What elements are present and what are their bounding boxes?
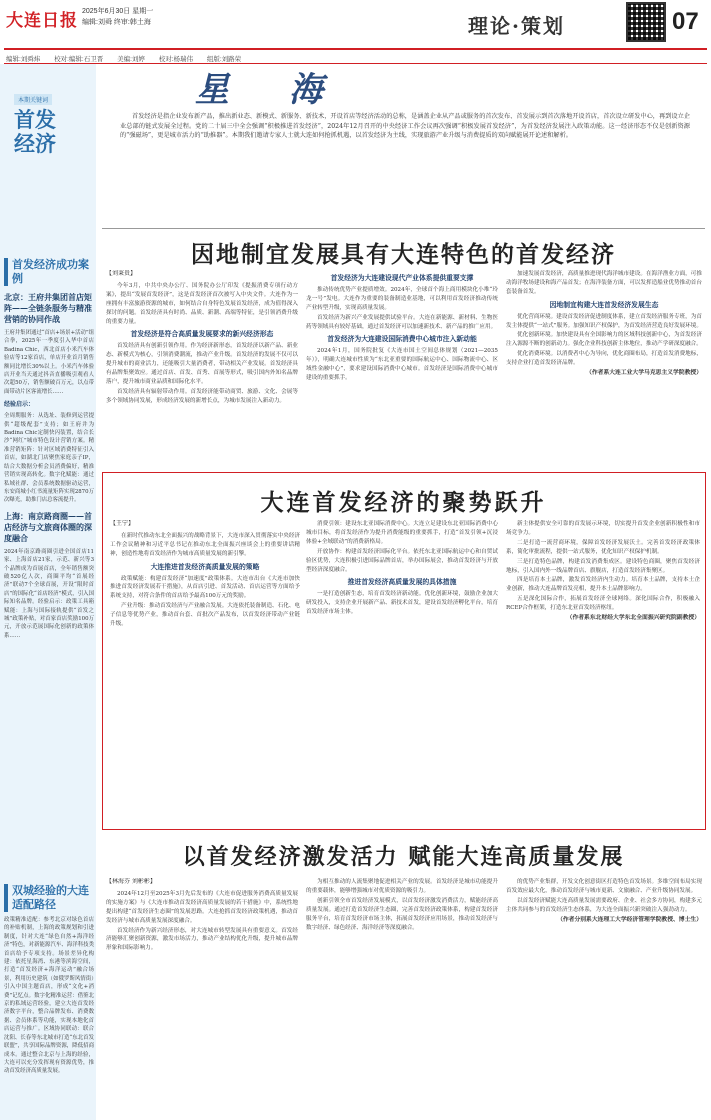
- subheading: 大连推进首发经济高质量发展的策略: [150, 562, 260, 571]
- article3-column-1: [106, 878, 298, 1114]
- article2-column-2: [306, 520, 498, 822]
- path-text: 政策精准适配：参考北京对绿色首店的补贴机制，上海的政策规划和引进制度，针对大连“绿色自然+海洋经济”特色，对新能源汽车、海洋科技类首店给予专项支持。场景差异化构建：依托星海湾、东港等滨海空间，打造“首发经济+海洋运动”融合场景，利用历史建筑（如俄罗斯风情街）引入中国主题首店，形成“文化+消费”记忆点。数字化精准运营：借鉴北京的私域运营经验，建立大连首发经济数字平台，整合品牌发布、消费数据、会员体系等功能，实现本地化首店运营与推广。区域协同联动：联合沈阳、长春等东北城市打造“东北首发联盟”，共享国际品牌资源，降低招商成本。通过整合北京与上海的经验，大连可以充分发挥现有资源优势，推动首发经济高质量发展。: [4, 917, 94, 1075]
- keyword-title: 首发经济: [14, 107, 56, 156]
- issue-date: 2025年6月30日 星期一: [82, 8, 154, 15]
- paragraph: 消费引领：建设东北亚国际消费中心。大连立足建设东北亚国际消费中心城市目标，将首发经济作为提升消费能级的重要抓手，打造“首发引领+沉浸体验+全域联动”的消费新格局。: [306, 521, 498, 545]
- paragraph: 三是打造特色品牌，构建首发消费集成区。建设特色商圈，聚焦首发经济地标，引入国内外一线品牌首店、旗舰店，打造首发经济集聚区。: [506, 558, 700, 574]
- keyword-tag: 本期关键词: [14, 94, 52, 105]
- credit-item: 编辑:刘舜炜: [6, 56, 41, 63]
- subheading: 推进首发经济高质量发展的具体措施: [347, 578, 457, 587]
- paragraph: 以首发经济赋能大连高质量发展需要政府、企业、社会多方协同，构建多元主体共同参与的首发经济生态体系，为大连全面振兴新突破注入强劲动力。: [506, 897, 702, 913]
- credit-item: 美编:刘婷: [117, 56, 145, 63]
- masthead: [0, 0, 711, 50]
- paragraph: 五是深化国际合作，拓展首发经济全球网络。深化国际合作，积极融入RCEP合作框架，打造东北亚首发经济枢纽。: [506, 596, 700, 612]
- banner: [50, 64, 707, 110]
- case-subhead: 经验启示：: [4, 401, 35, 409]
- article1-headline: 因地制宜发展具有大连特色的首发经济: [191, 241, 616, 268]
- paragraph: 新主体提供安全可靠的首发展示环境，切实提升首发企业创新积极性和市场竞争力。: [506, 521, 700, 536]
- date-block: [82, 6, 153, 28]
- paragraph: 2024年1月，国务院批复《大连市国土空间总体规划（2021—2035年）》，明确大连城市性质为“东北亚重要的国际航运中心、国际物流中心、区域性金融中心”，要求建设国际消费中心城市。首发经济是国际消费中心城市建设的重要抓手。: [306, 348, 498, 382]
- paragraph: 四是培育本土品牌，激发首发经济内生动力。培育本土品牌，支持本土企业创新，推动大连品牌首发亮相，提升本土品牌影响力。: [506, 577, 700, 593]
- byline: 【刘秉贵】: [106, 270, 137, 277]
- paragraph: 首发经济具有辐射带动作用。首发经济能带动商贸、旅游、文化、会展等多个领域协同发展，形成经济发展的新增长点，为城市发展注入新动力。: [106, 388, 298, 404]
- paragraph: 首发经济具有创新引领作用。作为经济新形态，首发经济以新产品、新业态、新模式为核心，引领消费潮流，推动产业升级。首发经济的发展不仅可以提升城市的商业活力，还能吸引大量消费者，带动相关产业发展。首发经济具有品牌集聚效应。通过首店、首发、首秀、首展等形式，吸引国内外知名品牌落户，提升城市商业品质和国际化水平。: [106, 343, 298, 385]
- paragraph: 首发经济为新兴产业发展提供试验平台。大连在新能源、新材料、生物医药等领域具有较好基础，通过首发经济可以加速新技术、新产品的推广应用。: [306, 314, 498, 330]
- subheading: 因地制宜构建大连首发经济发展生态: [549, 300, 659, 309]
- paragraph: 产业升级：推动首发经济与产业融合发展。大连依托装备制造、石化、电子信息等优势产业，推动首台套、首批次产品发布，以首发经济带动产业链升级。: [110, 603, 300, 628]
- paragraph: 开放协作：构建首发经济国际化平台。依托东北亚国际航运中心和自贸试验区优势，大连积极引进国际品牌首店，举办国际展会，推动首发经济与开放型经济深度融合。: [306, 548, 498, 573]
- article2-column-3: [506, 520, 700, 822]
- intro-paragraph: 首发经济是指企业发布新产品，推出新业态、新模式、新服务、新技术，开设首店等经济活动的总称，是涵盖企业从产品或服务的首次发布、首发展示到首次落地开设首店，首次设立研发中心，再到设立企业总部的链式发展全过程。党的二十届三中全会强调“积极推进首发经济”，2024年12月召开的中央经济工作会议再次强调“积极发展首发经济”，为首发经济发展注入政策动能。这一经济形态不仅是创新资源的“强磁场”，更是城市活力的“助推器”。本期我们邀请专家人士就大连如何抢抓机遇，以首发经济为主线，实现旅游产业升级与消费提质的双向赋能展开论述和解析。: [120, 113, 690, 140]
- paragraph: 二是打造一流营商环境，保障首发经济发展沃土。完善首发经济政策体系，简化审批流程，提供一站式服务，优化知识产权保护机制。: [506, 539, 700, 555]
- masthead-rule: [4, 48, 707, 50]
- credit-item: 组版:刘路荣: [206, 56, 242, 63]
- author-note: （作者系东北财经大学东北全面振兴研究院副教授）: [566, 615, 700, 622]
- editor-line: 编辑:刘舜 终审:韩土海: [82, 19, 151, 26]
- case-text-beijing: 王府井集团通过“首店+场景+活动”组合拳，2025年一季度引入华中首店Badina Chic，西北首店小米汽车体验店等12家首店，单店开业首月销售额同比增长30%以上。小米汽车体验店开业当天通过抖音直播吸引观看人次超50万，销售额破百万元，以点带面带动片区客流增长……: [4, 330, 95, 395]
- paragraph: 政策赋能：构建首发经济“加速度”政策体系。大连市出台《大连市加快推进首发经济发展若干措施》，从首店引进、首发活动、首店运营等方面给予系统支持，对符合条件的首店给予最高100万元的奖励。: [110, 575, 300, 600]
- article3-headline: 以首发经济激发活力 赋能大连高质量发展: [182, 844, 625, 870]
- newspaper-logo: 大连日报: [6, 11, 78, 31]
- author-note: （作者系大连工业大学马克思主义学院教授）: [586, 370, 702, 377]
- credit-item: 校对:杨瑞伟: [158, 56, 193, 63]
- banner-title: 星 海: [195, 70, 347, 110]
- sidebar-section-cases: [4, 258, 94, 640]
- case-heading-shanghai: 上海：南京路商圈——首店经济与文旅商体圈的深度融合: [4, 510, 92, 543]
- paragraph: 为相互推动的人流集聚地促进相关产业的发展。首发经济是城市功能提升的重要载体，能够增强城市对优质资源的吸引力。: [306, 879, 498, 894]
- paragraph: 推动传统优势产业提质增效。2024年，全球首个海上商用模块化小堆“玲龙一号”发电。大连作为重要的装备制造业基地，可以利用首发经济推动传统产业转型升级，实现高质量发展。: [306, 286, 498, 311]
- byline: 【林海芬 刘彬彬】: [106, 878, 156, 885]
- page-number: 07: [672, 8, 699, 35]
- paragraph: 今年3月，中共中央办公厅、国务院办公厅印发《提振消费专项行动方案》，提出“发展首发经济”，这是首发经济首次被写入中央文件。大连作为一座拥有丰富旅游资源的城市，如何结合自身特色发展首发经济，成为值得深入探讨的问题。首发经济具有时尚、品质、新潮、高端等特征，是引领消费升级的重要力量。: [106, 282, 298, 325]
- paragraph: 在新时代推动东北全面振兴的战略背景下，大连市深入贯彻落实中央经济工作会议精神和习近平总书记在推动东北全面振兴座谈会上的重要讲话精神，创造性地将首发经济作为城市高质量发展的新引擎。: [110, 532, 300, 557]
- paragraph: 首发经济作为新兴经济形态，对大连城市转型发展具有重要意义。首发经济能够汇聚创新资源，激发市场活力，推动产业结构优化升级，提升城市品牌形象和国际影响力。: [106, 927, 298, 952]
- article3-column-3: [506, 878, 702, 1114]
- credit-item: 校对:编辑:石卫晋: [54, 56, 104, 63]
- article1-column-2: [306, 270, 498, 470]
- paragraph: 一是打造创新生态，培育首发经济新动能。优化创新环境，鼓励企业加大研发投入，支持企业开展新产品、新技术首发，建设首发经济孵化平台，培育首发经济市场主体。: [306, 591, 498, 616]
- qr-code-icon: [626, 2, 666, 42]
- case-text-shanghai: 2024年南京路商圈引进全国首店11家、上海首店21家，示范、新兴等3个品牌成为首展首店，全年销售额突破520亿人次，商圈平均“首展经济”联动7个全球首展，开设“限时首店”的国际化“首店经济”模式，引入国际知名品牌。经验启示：政策工具箱赋能：上海与国际接轨提供“首发之城”政策补贴，对首家首店奖励100万元，开放示范展国际化创新的政策体系……: [4, 548, 94, 639]
- paragraph: 优化消费环境。以消费者中心为导向，优化商圈布局，打造首发消费地标，支持企业打造首发经济品牌。: [506, 351, 702, 367]
- sidebar-section-path: [4, 884, 94, 1076]
- paragraph: 创新引领全市首发经济发展模式，以首发经济激发消费活力，赋能经济高质量发展。通过打造首发经济生态圈，完善首发经济政策体系，构建首发经济服务平台，培育首发经济市场主体，拓展首发经济应用场景，推动首发经济与数字经济、绿色经济、海洋经济等深度融合。: [306, 897, 498, 931]
- case-heading-beijing: 北京：王府井集团首店矩阵——全链条服务与精准营销的协同作战: [4, 292, 92, 324]
- article2-column-1: [110, 520, 300, 822]
- article3-column-2: [306, 878, 498, 1114]
- divider: [102, 228, 705, 229]
- author-note: （作者分别系大连理工大学经济管理学院教授、博士生）: [557, 916, 702, 923]
- article2-headline: 大连首发经济的聚势跃升: [260, 489, 547, 516]
- byline: 【王宁】: [110, 520, 135, 527]
- case-text-lessons: 全周期服务：从选址、装修到运营提供“超级配套”支持；如王府井为Badina Chic定制快闪装置，结合长沙“网红”城市特色设计营销方案。精准营销矩阵：针对区域消费特征引入首店，如湖北门店聚焦家庭亲子IP，结合大数据分析会员消费偏好，精准营销实现高转化。数字化赋能：通过私域社群、会员系统数据驱动运营，东安商城小红书流量矩阵实现2870万次曝光，助推门店总客流提升。: [4, 413, 94, 504]
- paragraph: 加速发展首发经济，高质量推进现代海洋城市建设。在海洋渔业方面，可推动海洋牧场建设和海产品首发；在海洋装备方面，可以发挥造船业优势推动首台套装备首发。: [506, 271, 702, 295]
- sidebar-section-title: 双城经验的大连适配路径: [4, 884, 94, 912]
- subheading: 首发经济为大连建设国际消费中心城市注入新动能: [327, 335, 477, 344]
- paragraph: 的优势产业集群，开发文化创意街区打造特色首发场景。多维空间布局实现首发效应最大化，推动首发经济与城市更新、文旅融合、产业升级协同发展。: [506, 879, 702, 894]
- sidebar-section-title: 首发经济成功案例: [4, 258, 94, 286]
- subheading: 首发经济为大连建设现代产业体系提供重要支撑: [330, 274, 474, 282]
- article1-column-3: [506, 270, 702, 470]
- article1-column-1: [106, 270, 298, 470]
- paragraph: 优化创新环境。加快建设具有全国影响力的区域科技创新中心，为首发经济注入源源不断的创新动力。强化企业科技创新主体地位，推动产学研深度融合。: [506, 332, 702, 348]
- paragraph: 优化营商环境。建设首发经济促进制度体系，建立首发经济服务专班，为首发主体提供“一站式”服务。加强知识产权保护，为首发经济营造良好发展环境。: [506, 313, 702, 329]
- subheading: 首发经济是符合高质量发展要求的新兴经济形态: [130, 330, 274, 339]
- paragraph: 2024年12月至2025年3月先后发布的《大连市促进服务消费高质量发展的实施方案》与《大连市推动首发经济高质量发展的若干措施》中，系统性地提出构建“首发经济生态圈”的发展思路。大连抢抓首发经济政策机遇，推动首发经济与城市高质量发展深度融合。: [106, 890, 298, 924]
- section-name: 理论·策划: [468, 14, 565, 38]
